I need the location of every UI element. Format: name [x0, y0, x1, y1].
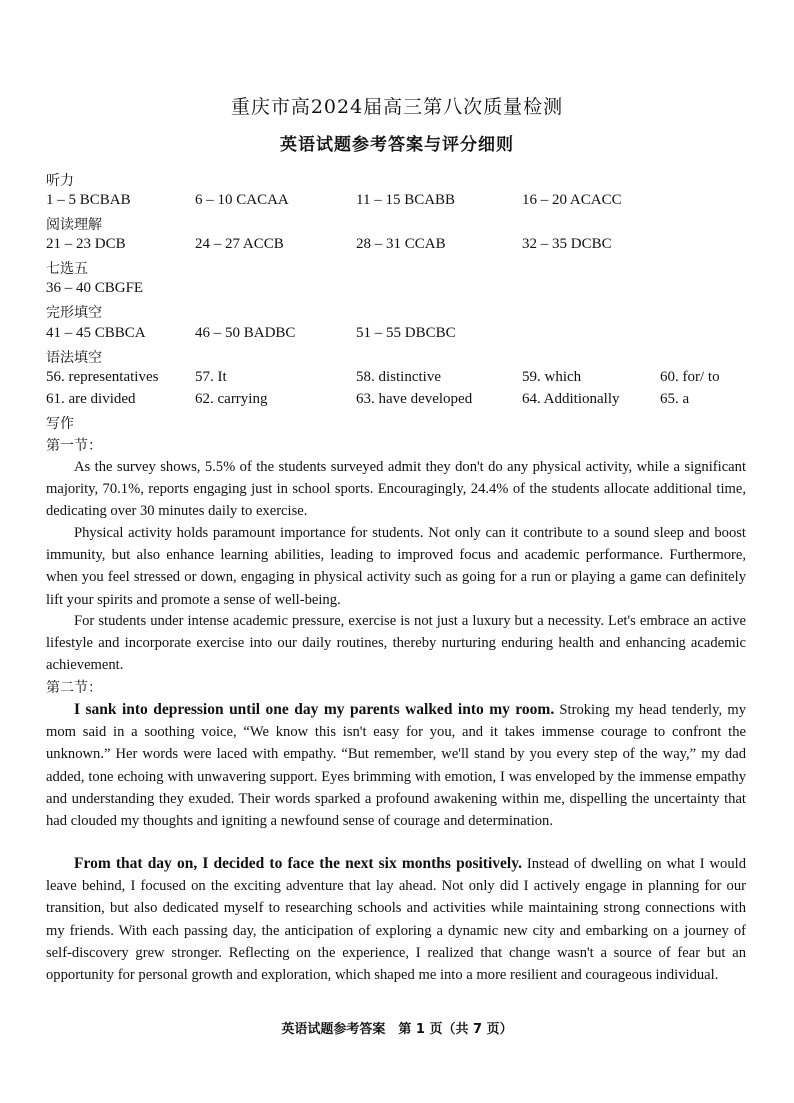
answer-group: 11 – 15 BCABB: [356, 192, 456, 208]
writing-part2-paragraph: [46, 699, 746, 832]
writing-part2-heading: 第二节：: [46, 680, 102, 696]
answer-item: 63. have developed: [356, 391, 473, 407]
answer-item: 64. Additionally: [522, 391, 620, 407]
section-seven-choose-five: 七选五: [46, 261, 88, 277]
writing-part2-paragraph: [46, 853, 746, 986]
answer-group: 1 – 5 BCBAB: [46, 192, 131, 208]
section-cloze: 完形填空: [46, 305, 102, 321]
answers-row-listening: [0, 192, 794, 212]
answer-item: 61. are divided: [46, 391, 136, 407]
answers-row-seven-choose-five: [0, 280, 794, 300]
answer-group: 24 – 27 ACCB: [195, 236, 284, 252]
answer-group: 32 – 35 DCBC: [522, 236, 612, 252]
answers-row-grammar-2: [0, 391, 794, 411]
answer-item: 57. It: [195, 369, 227, 385]
answer-item: 58. distinctive: [356, 369, 441, 385]
answer-group: 51 – 55 DBCBC: [356, 325, 456, 341]
answer-group: 36 – 40 CBGFE: [46, 280, 144, 296]
page-footer: 英语试题参考答案 第 1 页（共 7 页）: [281, 1022, 513, 1037]
page-title: 重庆市高2024届高三第八次质量检测: [230, 96, 564, 118]
answer-item: 65. a: [660, 391, 690, 407]
section-reading: 阅读理解: [46, 217, 102, 233]
answer-item: 59. which: [522, 369, 582, 385]
answer-item: 62. carrying: [195, 391, 268, 407]
answer-group: 28 – 31 CCAB: [356, 236, 446, 252]
paragraph-lead-sentence: I sank into depression until one day my parents walked into my room.: [74, 701, 555, 718]
section-grammar: 语法填空: [46, 350, 102, 366]
section-listening: 听力: [46, 173, 74, 189]
answers-row-grammar-1: [0, 369, 794, 389]
writing-part1-heading: 第一节：: [46, 438, 102, 454]
answers-row-reading: [0, 236, 794, 256]
answer-group: 21 – 23 DCB: [46, 236, 126, 252]
page-subtitle: 英语试题参考答案与评分细则: [280, 135, 514, 155]
answer-group: 6 – 10 CACAA: [195, 192, 289, 208]
paragraph-body: Instead of dwelling on what I would leave behind, I focused on the exciting adventure that lay ahead. Not only did I actively engage in planning for our transition, but also dedicated myself to researching schools and activities while maintaining strong connections with my friends. With each passing day, the anticipation of exploring a dynamic new city and embarking on a journey of self-discovery grew stronger. Reflecting on the experience, I realized that change wasn't a source of fear but an opportunity for personal growth and exploration, which shaped me into a more resilient and courageous individual.: [46, 856, 746, 984]
writing-part1-paragraph: Physical activity holds paramount importance for students. Not only can it contribute to a sound sleep and boost immunity, but also enhance learning abilities, leading to improved focus and academic performance. Furthermore, when you feel stressed or down, engaging in physical activity such as going for a run or playing a game can definitely lift your spirits and promote a sense of well-being.: [46, 525, 746, 608]
writing-part1-paragraph: As the survey shows, 5.5% of the students surveyed admit they don't do any physical activity, while a significant majority, 70.1%, reports engaging just in school sports. Encouragingly, 24.4% of the students allocate additional time, dedicating over 30 minutes daily to exercise.: [46, 459, 746, 520]
answer-group: 46 – 50 BADBC: [195, 325, 296, 341]
answers-row-cloze: [0, 325, 794, 345]
answer-item: 56. representatives: [46, 369, 159, 385]
answer-item: 60. for/ to: [660, 369, 720, 385]
section-writing: 写作: [46, 416, 74, 432]
answer-group: 41 – 45 CBBCA: [46, 325, 146, 341]
paragraph-lead-sentence: From that day on, I decided to face the next six months positively.: [74, 855, 522, 872]
answer-group: 16 – 20 ACACC: [522, 192, 622, 208]
writing-part1-paragraph: For students under intense academic pressure, exercise is not just a luxury but a necessity. Let's embrace an active lifestyle and incorporate exercise into our daily routines, thereby nurturing enduring health and enhancing academic achievement.: [46, 613, 746, 674]
paragraph-body: Stroking my head tenderly, my mom said in a soothing voice, “We know this isn't easy for you, and it takes immense courage to confront the unknown.” Her words were laced with empathy. “But remember, we'll stand by you every step of the way,” my dad added, tone echoing with unwavering support. Eyes brimming with emotion, I was enveloped by the immense empathy and understanding they exuded. Their words sparked a profound awakening within me, dispelling the uncertainty that had clouded my thoughts and igniting a newfound sense of courage and determination.: [46, 702, 746, 830]
